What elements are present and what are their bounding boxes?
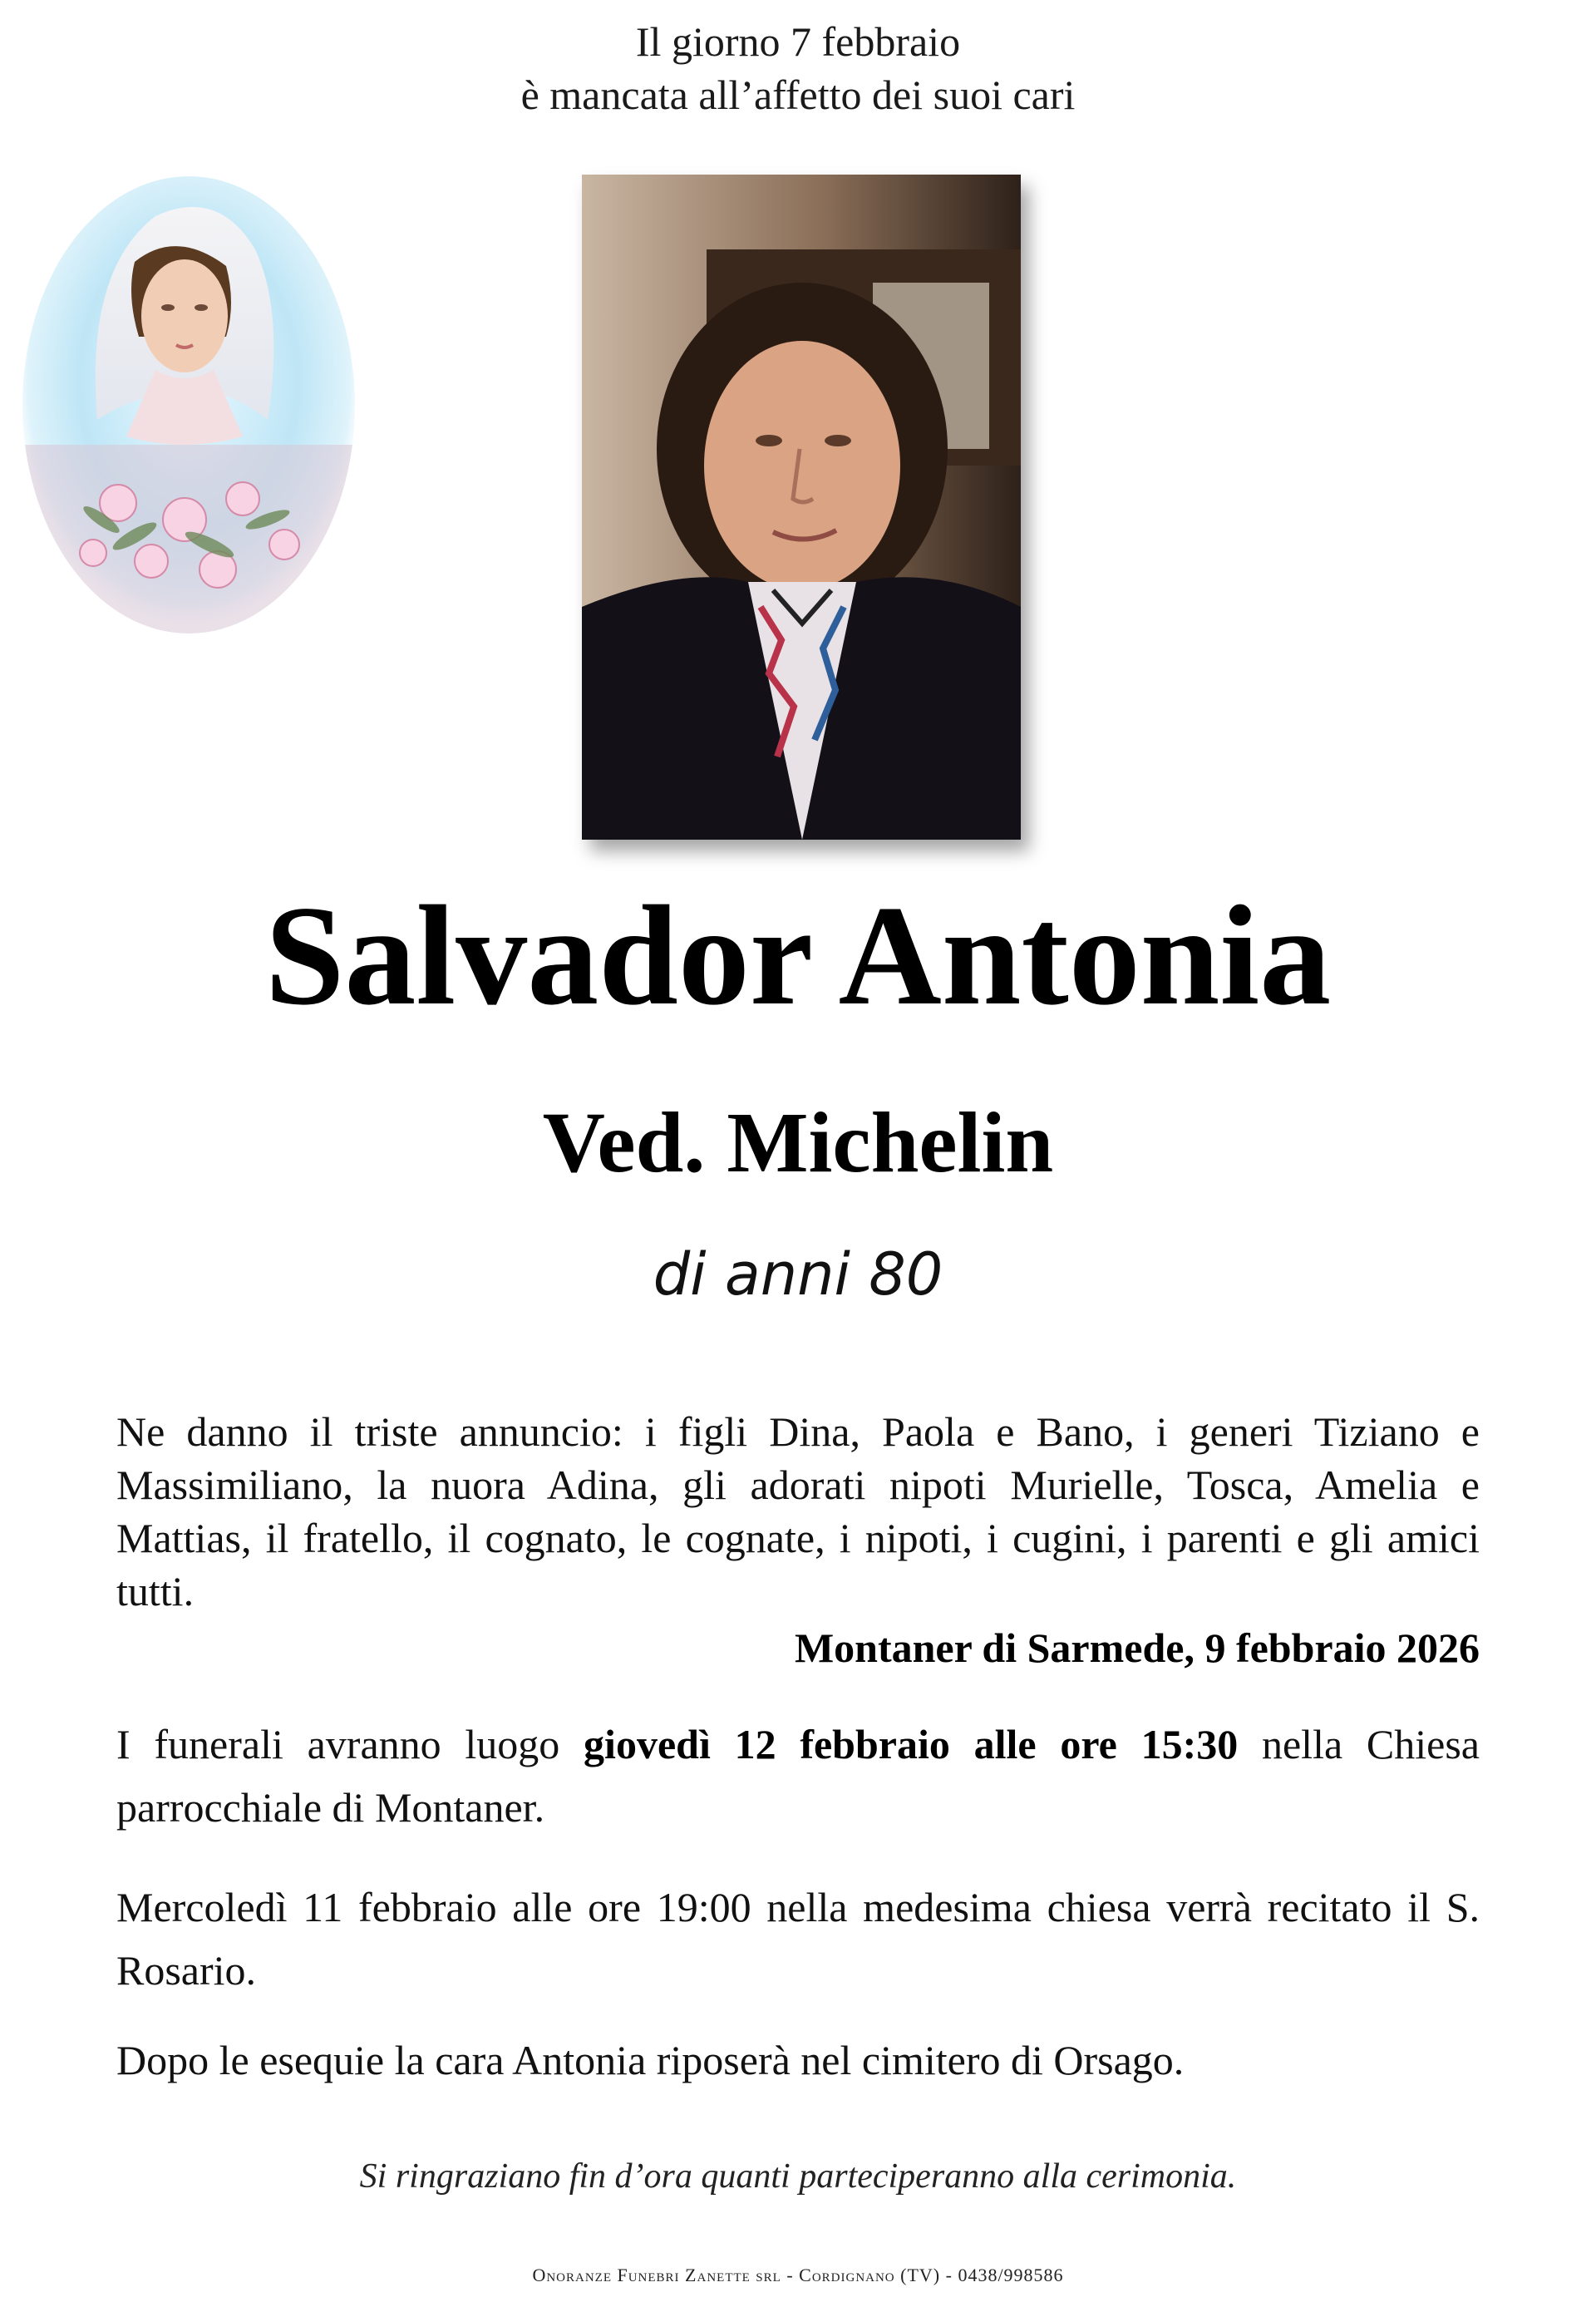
madonna-image xyxy=(18,170,359,640)
funeral-suffix: nella Chiesa parrocchiale di Montaner. xyxy=(116,1721,1480,1831)
funeral-prefix: I funerali avranno luogo xyxy=(116,1721,560,1767)
madonna-illustration xyxy=(18,170,359,640)
intro-line-1: Il giorno 7 febbraio xyxy=(635,18,961,65)
place-date: Montaner di Sarmede, 9 febbraio 2026 xyxy=(794,1624,1480,1671)
age-line: di anni 80 xyxy=(653,1240,943,1309)
thanks-line: Si ringraziano fin d’ora quanti parteciperanno alla cerimonia. xyxy=(359,2157,1237,2196)
funeral-paragraph xyxy=(116,1713,1480,1839)
rosary-paragraph: Mercoledì 11 febbraio alle ore 19:00 nella medesima chiesa verrà recitato il S. Rosario. xyxy=(116,1884,1480,1994)
burial-paragraph: Dopo le esequie la cara Antonia riposerà nel cimitero di Orsago. xyxy=(116,2037,1185,2083)
deceased-name: Salvador Antonia xyxy=(264,877,1332,1035)
intro-text xyxy=(0,15,1596,121)
funeral-home-footer: Onoranze Funebri Zanette srl - Cordignano (TV) - 0438/998586 xyxy=(532,2265,1064,2285)
announcement-paragraph: Ne danno il triste annuncio: i figli Dina, Paola e Bano, i generi Tiziano e Massimiliano, la nuora Adina, gli adorati nipoti Murielle, Tosca, Amelia e Mattias, il fratello, il cognato, le cognate, i nipoti, i cugini, i parenti e gli amici tutti. xyxy=(116,1408,1480,1614)
widow-of-line: Ved. Michelin xyxy=(542,1095,1054,1190)
intro-line-2: è mancata all’affetto dei suoi cari xyxy=(520,71,1076,118)
funeral-datetime: giovedì 12 febbraio alle ore 15:30 xyxy=(584,1721,1239,1767)
portrait-photo xyxy=(582,175,1021,840)
portrait-illustration xyxy=(582,175,1021,840)
